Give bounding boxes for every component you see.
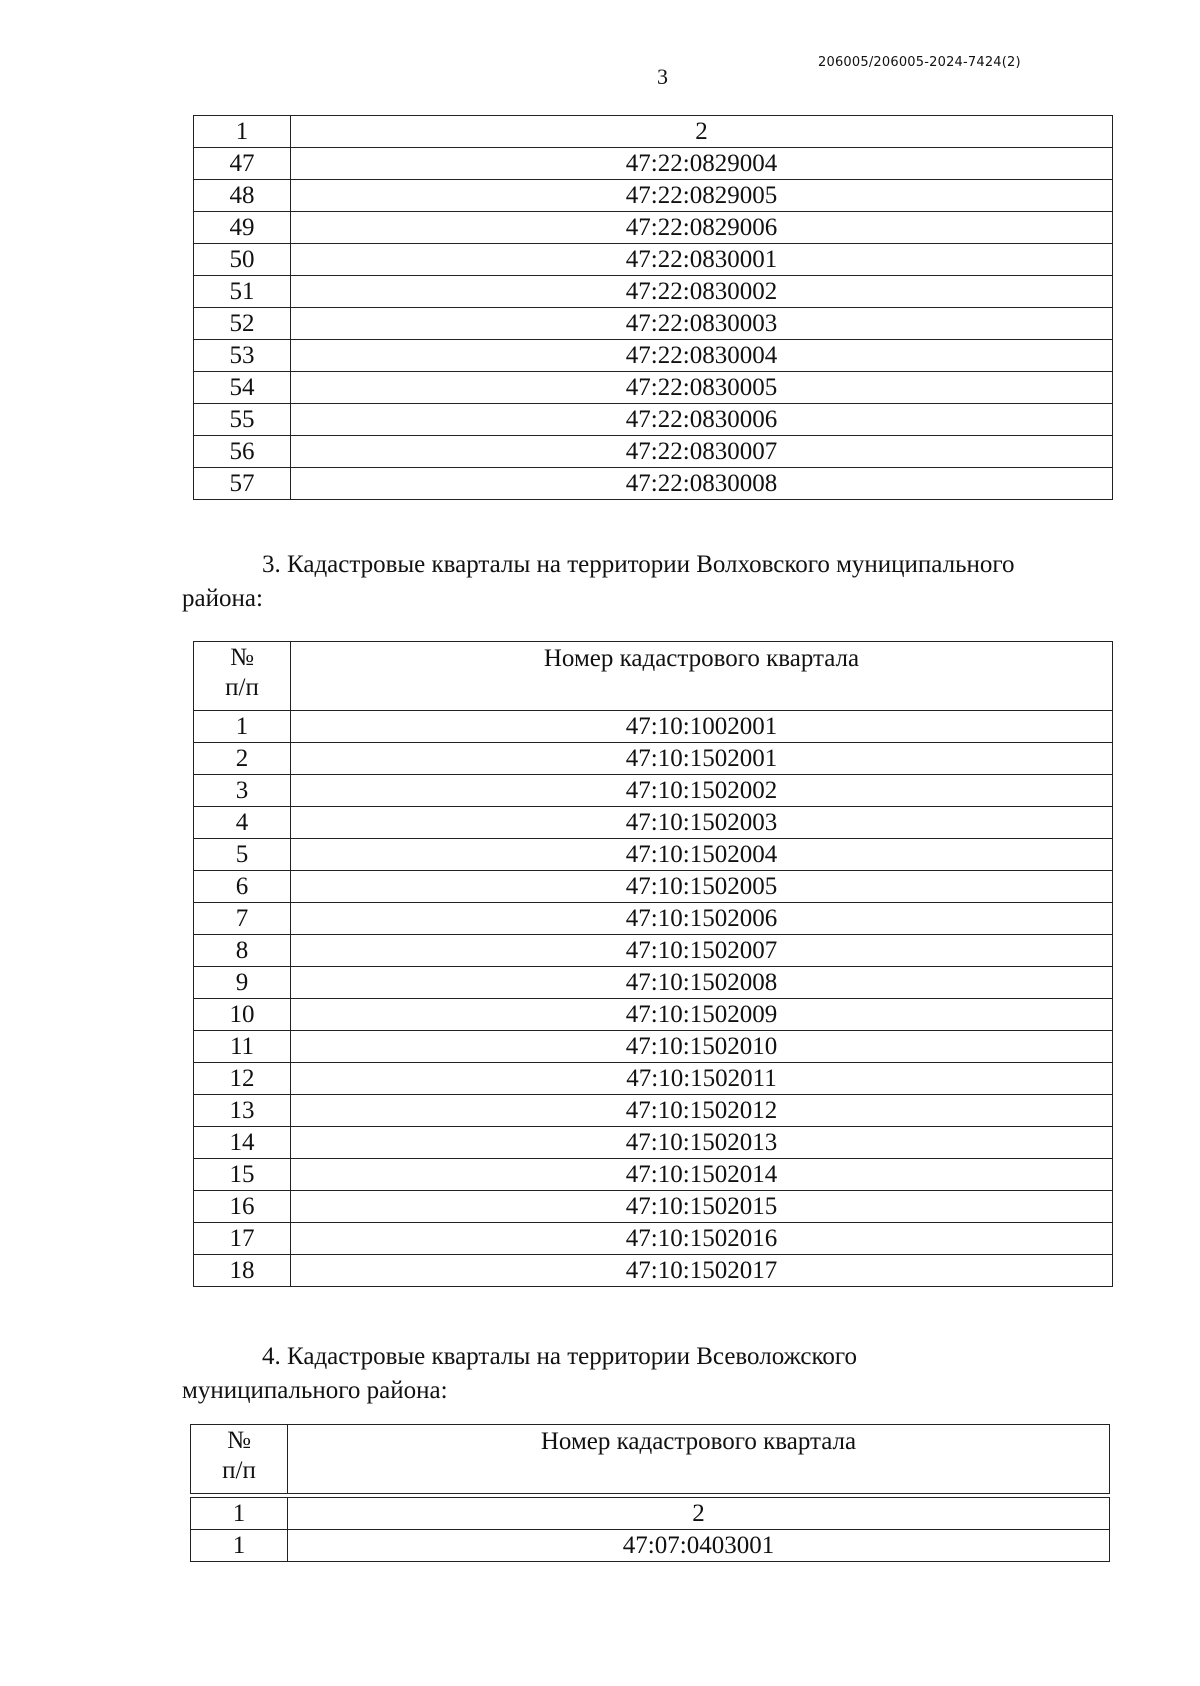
cadastral-code: 47:22:0830007 bbox=[291, 436, 1113, 468]
cadastral-table-vsevolozhsk bbox=[190, 1424, 1110, 1562]
heading-word: кварталы bbox=[431, 1343, 531, 1370]
cadastral-code: 47:10:1502014 bbox=[291, 1159, 1113, 1191]
header-number bbox=[194, 642, 291, 711]
table-row bbox=[194, 372, 1113, 404]
cadastral-code: 47:10:1002001 bbox=[291, 711, 1113, 743]
cadastral-code: 47:10:1502006 bbox=[291, 903, 1113, 935]
table-row bbox=[194, 1031, 1113, 1063]
table-row bbox=[194, 807, 1113, 839]
table-row bbox=[194, 180, 1113, 212]
row-number: 54 bbox=[194, 372, 291, 404]
header-number-symbol: № bbox=[230, 644, 254, 671]
row-number: 55 bbox=[194, 404, 291, 436]
header-number bbox=[191, 1425, 288, 1494]
heading-word: территории bbox=[567, 1343, 690, 1370]
row-number: 9 bbox=[194, 967, 291, 999]
table-row bbox=[194, 148, 1113, 180]
row-number: 51 bbox=[194, 276, 291, 308]
row-number: 5 bbox=[194, 839, 291, 871]
cadastral-code: 47:22:0829006 bbox=[291, 212, 1113, 244]
table-header-row bbox=[194, 642, 1113, 711]
cadastral-code: 47:10:1502016 bbox=[291, 1223, 1113, 1255]
row-number: 1 bbox=[191, 1530, 288, 1562]
section-3-heading-line2: района: bbox=[182, 585, 263, 612]
table-row bbox=[191, 1530, 1110, 1562]
section-4-heading-line1 bbox=[182, 1340, 1134, 1374]
table-row bbox=[194, 775, 1113, 807]
table-row bbox=[194, 903, 1113, 935]
cadastral-code: 47:10:1502007 bbox=[291, 935, 1113, 967]
row-number: 12 bbox=[194, 1063, 291, 1095]
table-row bbox=[194, 276, 1113, 308]
row-number: 56 bbox=[194, 436, 291, 468]
cadastral-code: 47:22:0830006 bbox=[291, 404, 1113, 436]
cadastral-code: 47:10:1502005 bbox=[291, 871, 1113, 903]
column-number-2: 2 bbox=[291, 116, 1113, 148]
column-number-1: 1 bbox=[191, 1498, 288, 1530]
section-3-heading bbox=[182, 548, 1134, 616]
cadastral-code: 47:22:0829004 bbox=[291, 148, 1113, 180]
row-number: 48 bbox=[194, 180, 291, 212]
row-number: 50 bbox=[194, 244, 291, 276]
column-number-row bbox=[191, 1498, 1110, 1530]
cadastral-code: 47:10:1502003 bbox=[291, 807, 1113, 839]
column-number-1: 1 bbox=[194, 116, 291, 148]
page-number: 3 bbox=[657, 64, 668, 89]
cadastral-code: 47:22:0830008 bbox=[291, 468, 1113, 500]
header-cadastral-number: Номер кадастрового квартала bbox=[291, 642, 1113, 711]
row-number: 4 bbox=[194, 807, 291, 839]
table-row bbox=[194, 935, 1113, 967]
table-row bbox=[194, 212, 1113, 244]
section-4-heading-line2: муниципального района: bbox=[182, 1377, 448, 1404]
column-number-2: 2 bbox=[288, 1498, 1110, 1530]
table-row bbox=[194, 967, 1113, 999]
row-number: 7 bbox=[194, 903, 291, 935]
cadastral-code: 47:22:0829005 bbox=[291, 180, 1113, 212]
row-number: 10 bbox=[194, 999, 291, 1031]
row-number: 57 bbox=[194, 468, 291, 500]
table-row bbox=[194, 308, 1113, 340]
cadastral-code: 47:22:0830001 bbox=[291, 244, 1113, 276]
header-number-abbrev: п/п bbox=[225, 674, 259, 701]
cadastral-code: 47:10:1502002 bbox=[291, 775, 1113, 807]
cadastral-code: 47:10:1502008 bbox=[291, 967, 1113, 999]
row-number: 47 bbox=[194, 148, 291, 180]
row-number: 17 bbox=[194, 1223, 291, 1255]
document-id: 206005/206005-2024-7424(2) bbox=[818, 55, 1021, 70]
row-number: 8 bbox=[194, 935, 291, 967]
cadastral-code: 47:22:0830005 bbox=[291, 372, 1113, 404]
heading-word: 4. bbox=[262, 1343, 281, 1370]
row-number: 6 bbox=[194, 871, 291, 903]
cadastral-code: 47:10:1502004 bbox=[291, 839, 1113, 871]
cadastral-code: 47:10:1502011 bbox=[291, 1063, 1113, 1095]
table-row bbox=[194, 468, 1113, 500]
table-row bbox=[194, 1255, 1113, 1287]
table-row bbox=[194, 711, 1113, 743]
heading-word: Кадастровые bbox=[287, 1343, 426, 1370]
table-row bbox=[194, 743, 1113, 775]
table-row bbox=[194, 999, 1113, 1031]
heading-word: на bbox=[536, 1343, 561, 1370]
table-row bbox=[194, 1063, 1113, 1095]
row-number: 15 bbox=[194, 1159, 291, 1191]
table-row bbox=[194, 244, 1113, 276]
cadastral-code: 47:10:1502017 bbox=[291, 1255, 1113, 1287]
row-number: 18 bbox=[194, 1255, 291, 1287]
header-cadastral-number: Номер кадастрового квартала bbox=[288, 1425, 1110, 1494]
row-number: 13 bbox=[194, 1095, 291, 1127]
section-3-heading-line1: 3. Кадастровые кварталы на территории Волховского муниципального bbox=[262, 551, 1015, 578]
table-row bbox=[194, 1223, 1113, 1255]
table-row bbox=[194, 839, 1113, 871]
cadastral-table-continued bbox=[193, 115, 1113, 500]
row-number: 14 bbox=[194, 1127, 291, 1159]
table-row bbox=[194, 871, 1113, 903]
table-header-row bbox=[191, 1425, 1110, 1494]
header-number-abbrev: п/п bbox=[222, 1457, 256, 1484]
row-number: 49 bbox=[194, 212, 291, 244]
header-number-symbol: № bbox=[227, 1427, 251, 1454]
row-number: 2 bbox=[194, 743, 291, 775]
row-number: 16 bbox=[194, 1191, 291, 1223]
cadastral-code: 47:22:0830002 bbox=[291, 276, 1113, 308]
table-row bbox=[194, 1127, 1113, 1159]
row-number: 11 bbox=[194, 1031, 291, 1063]
table-row bbox=[194, 1159, 1113, 1191]
cadastral-code: 47:10:1502001 bbox=[291, 743, 1113, 775]
cadastral-code: 47:10:1502012 bbox=[291, 1095, 1113, 1127]
table-row bbox=[194, 1095, 1113, 1127]
table-row bbox=[194, 404, 1113, 436]
row-number: 53 bbox=[194, 340, 291, 372]
section-4-heading bbox=[182, 1340, 1134, 1408]
cadastral-table-volkhov bbox=[193, 641, 1113, 1287]
table-row bbox=[194, 340, 1113, 372]
cadastral-code: 47:22:0830003 bbox=[291, 308, 1113, 340]
cadastral-code: 47:10:1502010 bbox=[291, 1031, 1113, 1063]
cadastral-code: 47:10:1502015 bbox=[291, 1191, 1113, 1223]
row-number: 1 bbox=[194, 711, 291, 743]
row-number: 3 bbox=[194, 775, 291, 807]
table-row bbox=[194, 1191, 1113, 1223]
cadastral-code: 47:22:0830004 bbox=[291, 340, 1113, 372]
column-number-row bbox=[194, 116, 1113, 148]
cadastral-code: 47:07:0403001 bbox=[288, 1530, 1110, 1562]
table-row bbox=[194, 436, 1113, 468]
cadastral-code: 47:10:1502009 bbox=[291, 999, 1113, 1031]
heading-word: Всеволожского bbox=[696, 1343, 858, 1370]
row-number: 52 bbox=[194, 308, 291, 340]
cadastral-code: 47:10:1502013 bbox=[291, 1127, 1113, 1159]
